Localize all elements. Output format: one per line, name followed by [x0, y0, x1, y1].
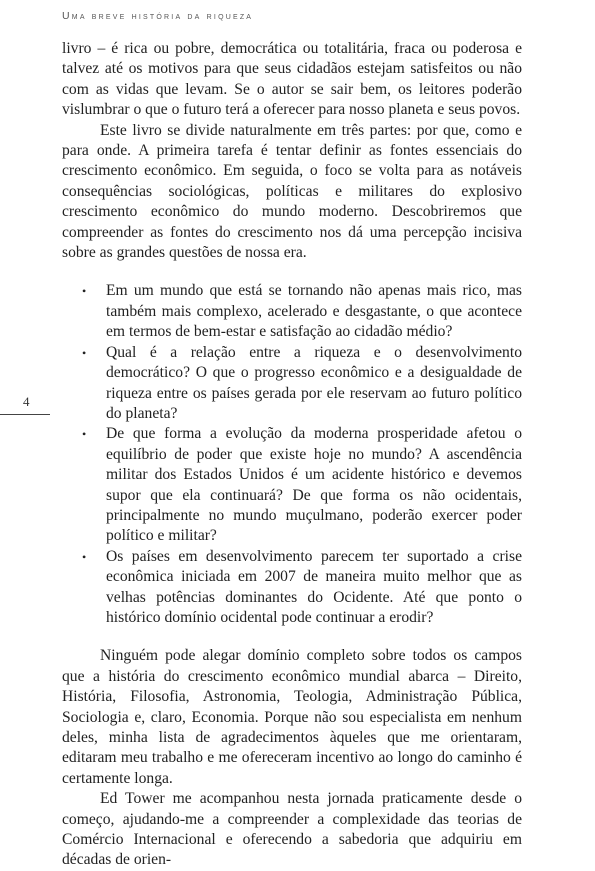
paragraph-3: Ninguém pode alegar domínio completo sobre todos os campos que a história do crescimento econômico mundial abarca – Direito, História, Filosofia, Astronomia, Teologia, Administração Pública, Sociologia e, claro, Economia. Porque não sou especialista em nenhum deles, minha lista de agradecimentos àqueles que me orientaram, editaram meu trabalho e me ofereceram incentivo ao longo do caminho é certamente longa.	[62, 647, 522, 787]
page-number-rule	[0, 414, 50, 415]
list-item-text: Qual é a relação entre a riqueza e o desenvolvimento democrático? O que o progresso econômico e a desigualdade de riqueza entre os países gerada por ele reservam ao futuro político do planeta?	[106, 343, 522, 422]
paragraph-2: Este livro se divide naturalmente em três partes: por que, como e para onde. A primeira tarefa é tentar definir as fontes essenciais do crescimento econômico. Em seguida, o foco se volta para as notáveis consequências sociológicas, políticas e militares do explosivo crescimento econômico do mundo moderno. Descobriremos que compreender as fontes do crescimento nos dá uma percepção incisiva sobre as grandes questões de nossa era.	[62, 121, 522, 262]
list-item	[62, 281, 522, 342]
bullet-icon: •	[82, 427, 87, 442]
running-head: Uma breve história da riqueza	[62, 10, 254, 22]
question-list	[62, 281, 522, 628]
page-number: 4	[23, 394, 30, 409]
list-item-text: Os países em desenvolvimento parecem ter suportado a crise econômica iniciada em 2007 de maneira muito melhor que as velhas potências dominantes do Ocidente. Até que ponto o histórico domínio ocidental pode continuar a erodir?	[106, 547, 522, 626]
body-text	[62, 39, 522, 871]
list-item	[62, 424, 522, 546]
bullet-icon: •	[82, 345, 87, 360]
paragraph-4: Ed Tower me acompanhou nesta jornada praticamente desde o começo, ajudando-me a compreender a complexidade das teorias de Comércio Internacional e oferecendo a sabedoria que adquiriu em décadas de orien-	[62, 790, 522, 869]
list-item-text: De que forma a evolução da moderna prosperidade afetou o equilíbrio de poder que existe hoje no mundo? A ascendência militar dos Estados Unidos é um acidente histórico e devemos supor que ela continuará? De que forma os não ocidentais, principalmente no mundo muçulmano, poderão exercer poder político e militar?	[106, 425, 522, 545]
list-item	[62, 547, 522, 629]
bullet-icon: •	[82, 284, 87, 299]
bullet-icon: •	[82, 549, 87, 564]
list-item-text: Em um mundo que está se tornando não apenas mais rico, mas também mais complexo, acelerado e desgastante, o que acontece em termos de bem-estar e satisfação ao cidadão médio?	[106, 282, 522, 341]
list-item	[62, 343, 522, 425]
paragraph-1: livro – é rica ou pobre, democrática ou totalitária, fraca ou poderosa e talvez até os motivos para que seus cidadãos estejam satisfeitos ou não com as vidas que levam. Se o autor se sair bem, os leitores poderão vislumbrar o que o futuro terá a oferecer para nosso planeta e seus povos.	[62, 40, 522, 119]
